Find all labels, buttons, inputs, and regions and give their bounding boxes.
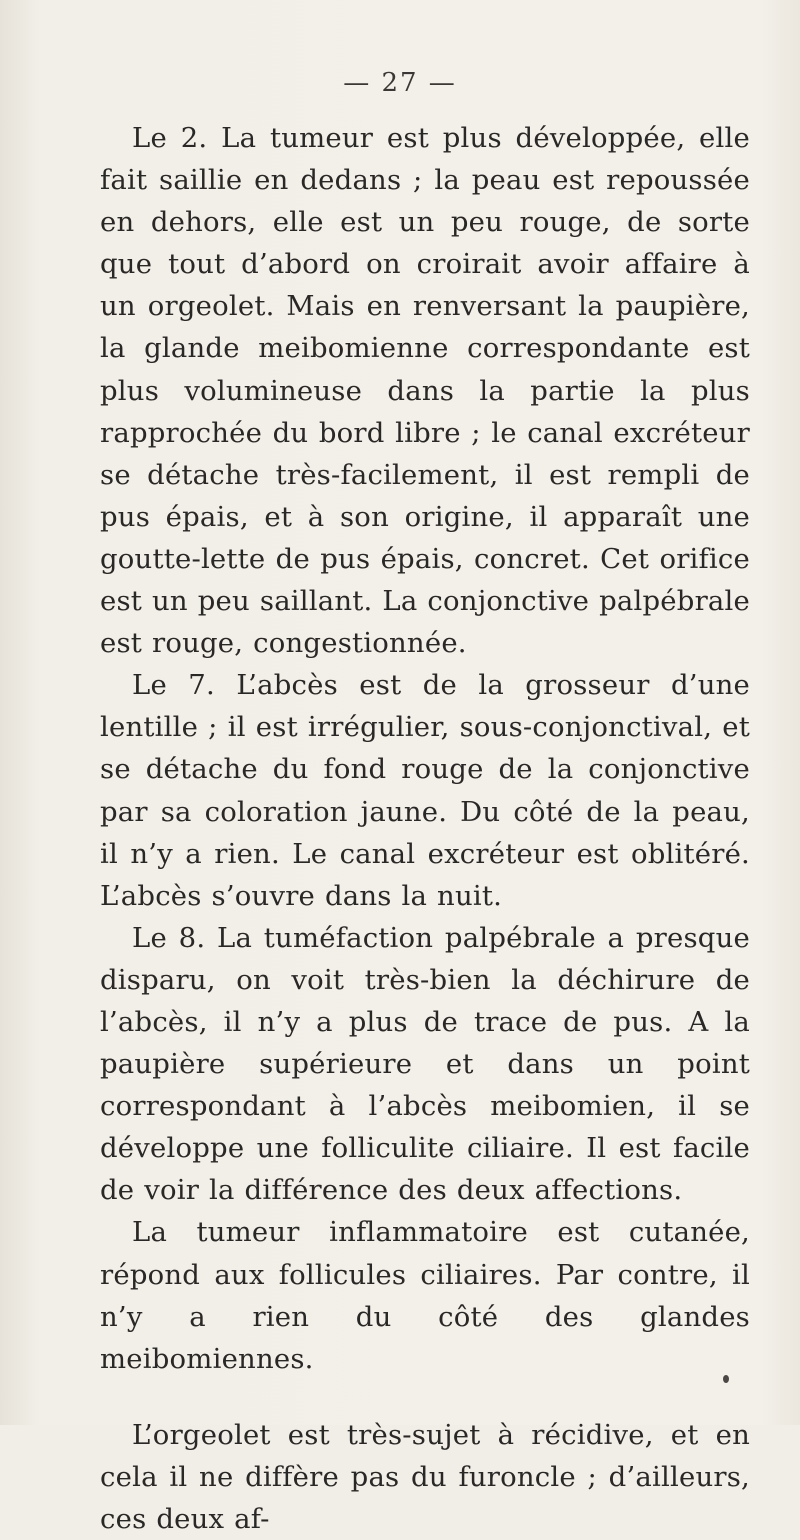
paragraph: Le 7. L’abcès est de la grosseur d’une lentille ; il est irrégulier, sous-conjonctival, et se détache du fond rouge de la conjonctive par sa coloration jaune. Du côté de la peau, il n’y a rien. Le canal excréteur est oblitéré. L’abcès s’ouvre dans la nuit. xyxy=(100,669,750,912)
body-text xyxy=(100,117,750,1540)
paragraph: Le 2. La tumeur est plus développée, elle fait saillie en dedans ; la peau est repoussée en dehors, elle est un peu rouge, de sorte que tout d’abord on croirait avoir affaire à un orgeolet. Mais en renversant la paupière, la glande meibomienne correspondante est plus volumineuse dans la partie la plus rapprochée du bord libre ; le canal excréteur se détache très-facilement, il est rempli de pus épais, et à son origine, il apparaît une goutte-lette de pus épais, concret. Cet orifice est un peu saillant. La conjonctive palpébrale est rouge, congestionnée. xyxy=(100,122,750,660)
paragraph: La tumeur inflammatoire est cutanée, répond aux follicules ciliaires. Par contre, il n’y a rien du côté des glandes meibomiennes. xyxy=(100,1216,750,1375)
paragraph: L’orgeolet est très-sujet à récidive, et en cela il ne diffère pas du furoncle ; d’ailleurs, ces deux af- xyxy=(100,1418,750,1535)
page-number: — 27 — xyxy=(343,68,457,98)
ink-speck xyxy=(723,1375,729,1383)
paragraph: Le 8. La tuméfaction palpébrale a presque disparu, on voit très-bien la déchirure de l’abcès, il n’y a plus de trace de pus. A la paupière supérieure et dans un point correspondant à l’abcès meibomien, il se développe une folliculite ciliaire. Il est facile de voir la différence des deux affections. xyxy=(100,921,750,1207)
